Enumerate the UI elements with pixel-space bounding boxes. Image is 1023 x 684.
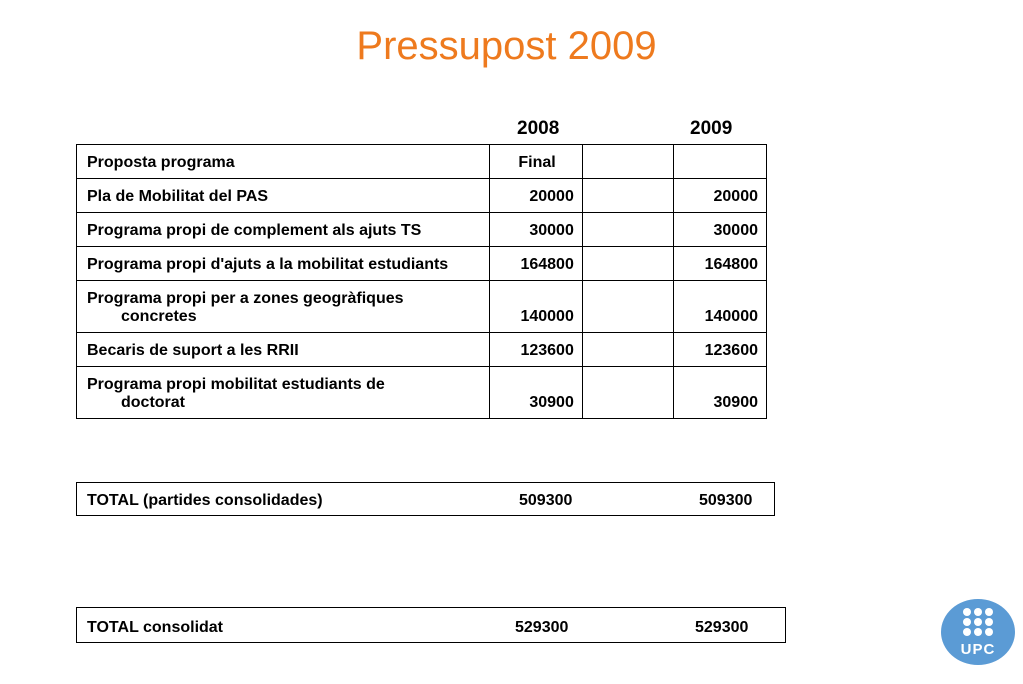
table-cell-2009: 20000 <box>674 179 767 213</box>
upc-logo <box>941 599 1015 665</box>
table-cell-label: Programa propi de complement als ajuts TS <box>77 213 490 247</box>
table-cell-2009: 164800 <box>674 247 767 281</box>
table-row <box>77 333 767 367</box>
table-cell-2009: 123600 <box>674 333 767 367</box>
logo-dot <box>974 608 982 616</box>
total-partides-2009: 509300 <box>699 492 753 509</box>
label-line-1: Programa propi mobilitat estudiants de <box>87 376 385 393</box>
total-consolidat-2009: 529300 <box>695 619 749 636</box>
table-cell-label <box>77 281 490 333</box>
table-cell-2009: 30000 <box>674 213 767 247</box>
total-consolidat-label: TOTAL consolidat <box>87 619 224 636</box>
table-cell-2009: 30900 <box>674 367 767 419</box>
table-cell-2008: 164800 <box>490 247 583 281</box>
table-cell-empty <box>674 145 767 179</box>
table-cell-label: Proposta programa <box>77 145 490 179</box>
page-title: Pressupost 2009 <box>356 24 657 68</box>
logo-dot <box>963 618 971 626</box>
label-line-1: Programa propi per a zones geogràfiques <box>87 290 404 307</box>
table-header-row <box>77 145 767 179</box>
total-consolidat-row <box>76 607 786 643</box>
table-cell-2008: 20000 <box>490 179 583 213</box>
total-partides-label: TOTAL (partides consolidades) <box>87 492 323 509</box>
table-cell-spacer <box>582 281 674 333</box>
table-cell-spacer <box>582 213 674 247</box>
table-cell-final: Final <box>490 145 583 179</box>
table-row <box>77 213 767 247</box>
table-cell-spacer <box>582 333 674 367</box>
logo-dot <box>974 628 982 636</box>
logo-dot <box>974 618 982 626</box>
logo-dot <box>963 628 971 636</box>
logo-dot <box>963 608 971 616</box>
table-cell-2008: 30000 <box>490 213 583 247</box>
logo-dot <box>985 618 993 626</box>
table-cell-2008: 123600 <box>490 333 583 367</box>
logo-dot <box>985 608 993 616</box>
table-cell-label: Programa propi d'ajuts a la mobilitat estudiants <box>77 247 490 281</box>
budget-table <box>76 144 767 419</box>
table-row <box>77 281 767 333</box>
label-line-2: concretes <box>121 308 197 325</box>
label-line-2: doctorat <box>121 394 185 411</box>
total-consolidat-2008: 529300 <box>515 619 569 636</box>
table-cell-spacer <box>582 247 674 281</box>
table-row <box>77 247 767 281</box>
table-cell-spacer <box>582 367 674 419</box>
logo-dot <box>985 628 993 636</box>
total-partides-row <box>76 482 775 516</box>
table-cell-2008: 30900 <box>490 367 583 419</box>
year-header-2009: 2009 <box>690 118 733 139</box>
table-cell-label: Pla de Mobilitat del PAS <box>77 179 490 213</box>
table-row <box>77 179 767 213</box>
logo-text: UPC <box>960 641 996 658</box>
table-cell-2008: 140000 <box>490 281 583 333</box>
table-cell-2009: 140000 <box>674 281 767 333</box>
table-cell-label: Becaris de suport a les RRII <box>77 333 490 367</box>
table-row <box>77 367 767 419</box>
table-cell-empty <box>582 145 674 179</box>
table-cell-label <box>77 367 490 419</box>
table-cell-spacer <box>582 179 674 213</box>
total-partides-2008: 509300 <box>519 492 573 509</box>
year-header-2008: 2008 <box>517 118 560 139</box>
